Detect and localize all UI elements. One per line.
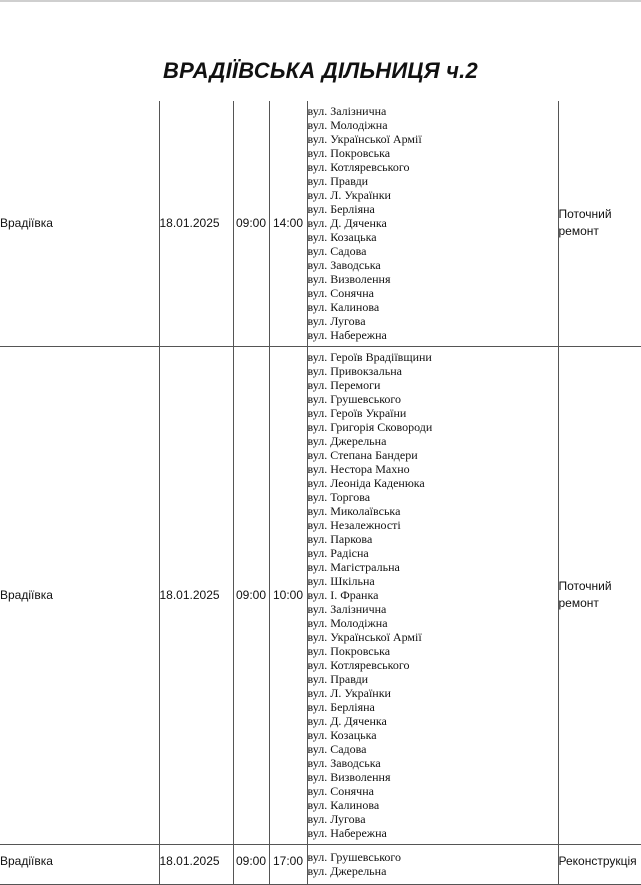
- work-type-line-2: ремонт: [559, 595, 641, 612]
- street-item: вул. Радісна: [308, 546, 558, 560]
- street-item: вул. Визволення: [308, 770, 558, 784]
- street-item: вул. Д. Дяченка: [308, 714, 558, 728]
- street-item: вул. Покровська: [308, 146, 558, 160]
- street-item: вул. Перемоги: [308, 378, 558, 392]
- street-item: вул. Заводська: [308, 756, 558, 770]
- table-row: [0, 346, 641, 844]
- street-item: вул. Берліяна: [308, 202, 558, 216]
- street-item: вул. Шкільна: [308, 574, 558, 588]
- work-type-cell: [558, 346, 641, 844]
- work-type-line-2: ремонт: [559, 223, 641, 240]
- street-item: вул. Героїв України: [308, 406, 558, 420]
- street-item: вул. Калинова: [308, 798, 558, 812]
- street-item: вул. Д. Дяченка: [308, 216, 558, 230]
- street-item: вул. Набережна: [308, 328, 558, 342]
- street-item: вул. Степана Бандери: [308, 448, 558, 462]
- street-item: вул. Берліяна: [308, 700, 558, 714]
- streets-cell: [307, 101, 558, 346]
- street-item: вул. Сонячна: [308, 286, 558, 300]
- work-type-line-1: Реконструкція: [559, 853, 641, 870]
- page-top-border: [0, 0, 641, 2]
- street-item: вул. Магістральна: [308, 560, 558, 574]
- street-item: вул. Котляревського: [308, 160, 558, 174]
- work-type-line-1: Поточний: [559, 578, 641, 595]
- locality-cell: Врадіївка: [0, 844, 159, 884]
- street-item: вул. Молодіжна: [308, 616, 558, 630]
- work-type-line-1: Поточний: [559, 206, 641, 223]
- table-row: [0, 101, 641, 346]
- street-item: вул. Залізнична: [308, 104, 558, 118]
- locality-cell: Врадіївка: [0, 101, 159, 346]
- street-item: вул. Л. Українки: [308, 686, 558, 700]
- street-item: вул. Лугова: [308, 314, 558, 328]
- street-item: вул. Правди: [308, 672, 558, 686]
- street-item: вул. Калинова: [308, 300, 558, 314]
- work-type-cell: [558, 101, 641, 346]
- work-type-cell: [558, 844, 641, 884]
- end-time-cell: 14:00: [269, 101, 307, 346]
- end-time-cell: 10:00: [269, 346, 307, 844]
- street-item: вул. Котляревського: [308, 658, 558, 672]
- street-item: вул. Грушевського: [308, 392, 558, 406]
- street-item: вул. Джерельна: [308, 864, 558, 878]
- outage-schedule-table: [0, 101, 641, 885]
- street-item: вул. Джерельна: [308, 434, 558, 448]
- date-cell: 18.01.2025: [159, 844, 233, 884]
- street-item: вул. Леоніда Каденюка: [308, 476, 558, 490]
- streets-cell: [307, 346, 558, 844]
- street-item: вул. Григорія Сковороди: [308, 420, 558, 434]
- street-item: вул. Визволення: [308, 272, 558, 286]
- schedule-body: [0, 101, 641, 884]
- date-cell: 18.01.2025: [159, 101, 233, 346]
- street-item: вул. Лугова: [308, 812, 558, 826]
- start-time-cell: 09:00: [233, 346, 269, 844]
- street-item: вул. Покровська: [308, 644, 558, 658]
- streets-cell: [307, 844, 558, 884]
- end-time-cell: 17:00: [269, 844, 307, 884]
- street-item: вул. Української Армії: [308, 132, 558, 146]
- street-item: вул. Садова: [308, 742, 558, 756]
- street-item: вул. Української Армії: [308, 630, 558, 644]
- street-item: вул. Молодіжна: [308, 118, 558, 132]
- locality-cell: Врадіївка: [0, 346, 159, 844]
- street-item: вул. Незалежності: [308, 518, 558, 532]
- street-item: вул. Героїв Врадіївщини: [308, 350, 558, 364]
- street-item: вул. Залізнична: [308, 602, 558, 616]
- table-row: [0, 844, 641, 884]
- page-title: ВРАДІЇВСЬКА ДІЛЬНИЦЯ ч.2: [0, 58, 641, 84]
- street-item: вул. Сонячна: [308, 784, 558, 798]
- street-item: вул. Козацька: [308, 728, 558, 742]
- street-item: вул. Миколаївська: [308, 504, 558, 518]
- street-item: вул. Торгова: [308, 490, 558, 504]
- street-item: вул. Грушевського: [308, 850, 558, 864]
- street-item: вул. Нестора Махно: [308, 462, 558, 476]
- date-cell: 18.01.2025: [159, 346, 233, 844]
- street-item: вул. Паркова: [308, 532, 558, 546]
- street-item: вул. І. Франка: [308, 588, 558, 602]
- street-item: вул. Садова: [308, 244, 558, 258]
- street-item: вул. Привокзальна: [308, 364, 558, 378]
- street-item: вул. Правди: [308, 174, 558, 188]
- street-item: вул. Козацька: [308, 230, 558, 244]
- start-time-cell: 09:00: [233, 101, 269, 346]
- street-item: вул. Л. Українки: [308, 188, 558, 202]
- start-time-cell: 09:00: [233, 844, 269, 884]
- street-item: вул. Набережна: [308, 826, 558, 840]
- street-item: вул. Заводська: [308, 258, 558, 272]
